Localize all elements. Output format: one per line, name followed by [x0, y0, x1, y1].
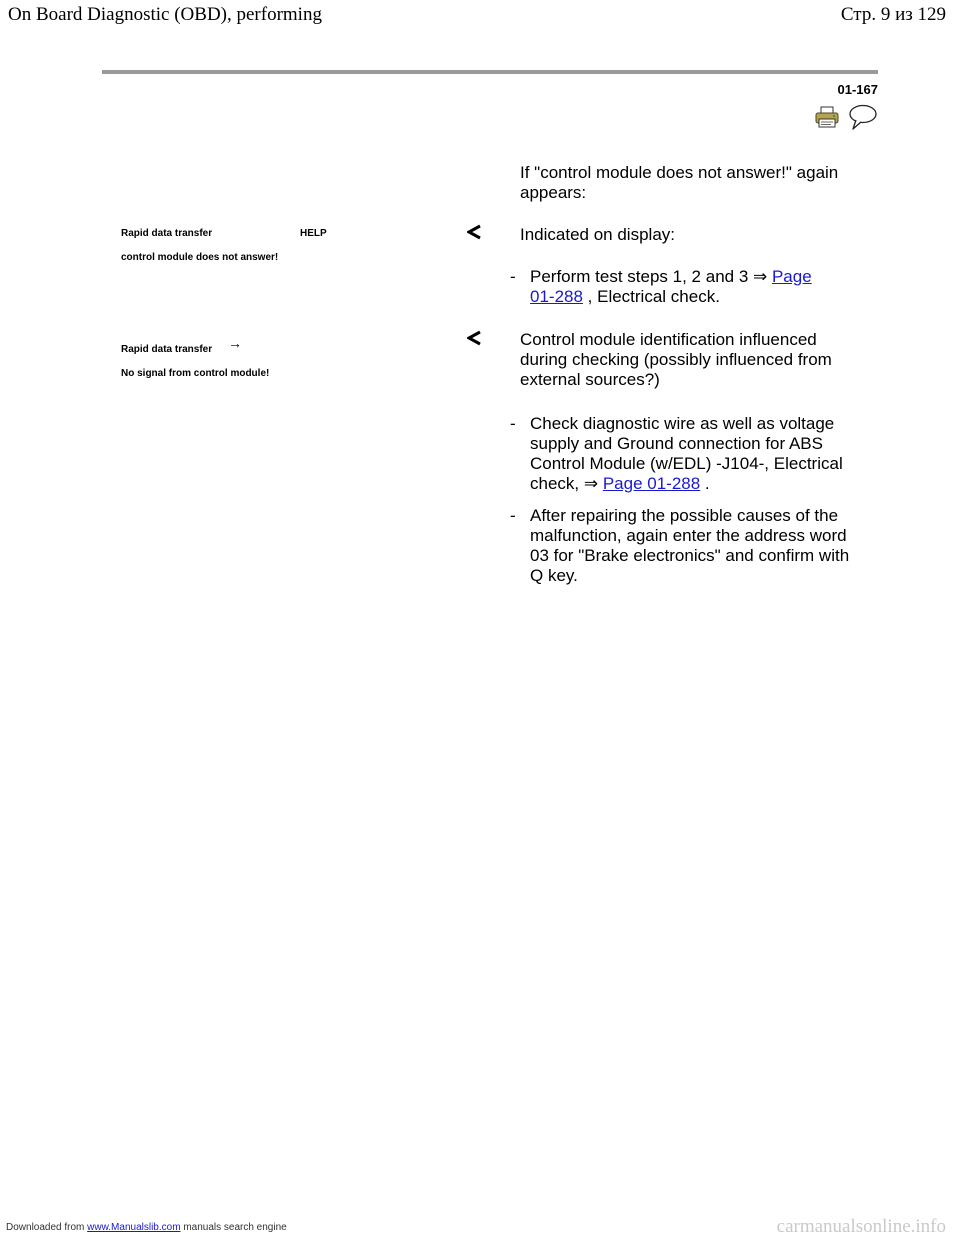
step-text-suffix: , Electrical check.	[582, 287, 720, 306]
step-text: After repairing the possible causes of the malfunction, again enter the address word 03 for "Brake electronics" and confirm with Q key.	[530, 506, 850, 585]
block2-step1	[510, 414, 865, 494]
display1-line1-right: HELP	[300, 228, 327, 239]
display1-line2: control module does not answer!	[121, 252, 279, 263]
block2-text: Control module identification influenced during checking (possibly influenced from external sources?)	[520, 330, 832, 389]
page-link[interactable]: 01-288	[530, 287, 583, 306]
speech-bubble-icon[interactable]	[848, 104, 878, 130]
display2-line2: No signal from control module!	[121, 368, 270, 379]
chevron-left-icon	[467, 330, 481, 346]
step-text: Perform test steps 1, 2 and 3 ⇒	[530, 267, 772, 286]
page-number: 01-167	[837, 82, 878, 97]
page-link[interactable]: Page 01-288	[602, 474, 701, 493]
block2-step2	[510, 506, 865, 586]
page-link[interactable]: Page	[771, 267, 812, 286]
step-dash: -	[510, 414, 516, 433]
right-arrow-icon: →	[228, 335, 242, 351]
footer-prefix: Downloaded from	[6, 1222, 85, 1233]
page-counter: Стр. 9 из 129	[840, 4, 946, 25]
step-dash: -	[510, 267, 516, 286]
step-text-suffix: .	[700, 474, 710, 493]
block1-text: Indicated on display:	[520, 225, 675, 244]
watermark: carmanualsonline.info	[776, 1216, 946, 1237]
intro-text: If "control module does not answer!" again appears:	[520, 163, 839, 202]
step-text: Check diagnostic wire as well as voltage supply and Ground connection for ABS Control Module (w/EDL) -J104-, Electrical check, ⇒	[530, 414, 843, 493]
display2-line1-left: Rapid data transfer	[121, 344, 213, 355]
display1-line1-left: Rapid data transfer	[121, 228, 213, 239]
manualslib-link[interactable]: www.Manualslib.com	[87, 1222, 181, 1233]
printer-icon[interactable]	[815, 106, 839, 128]
block1-step	[510, 267, 850, 307]
download-footer	[6, 1222, 287, 1233]
header-divider	[102, 70, 878, 74]
step-dash: -	[510, 506, 516, 525]
footer-tagline: manuals search engine	[183, 1222, 287, 1233]
chevron-left-icon	[467, 224, 481, 240]
document-title: On Board Diagnostic (OBD), performing	[8, 4, 322, 25]
